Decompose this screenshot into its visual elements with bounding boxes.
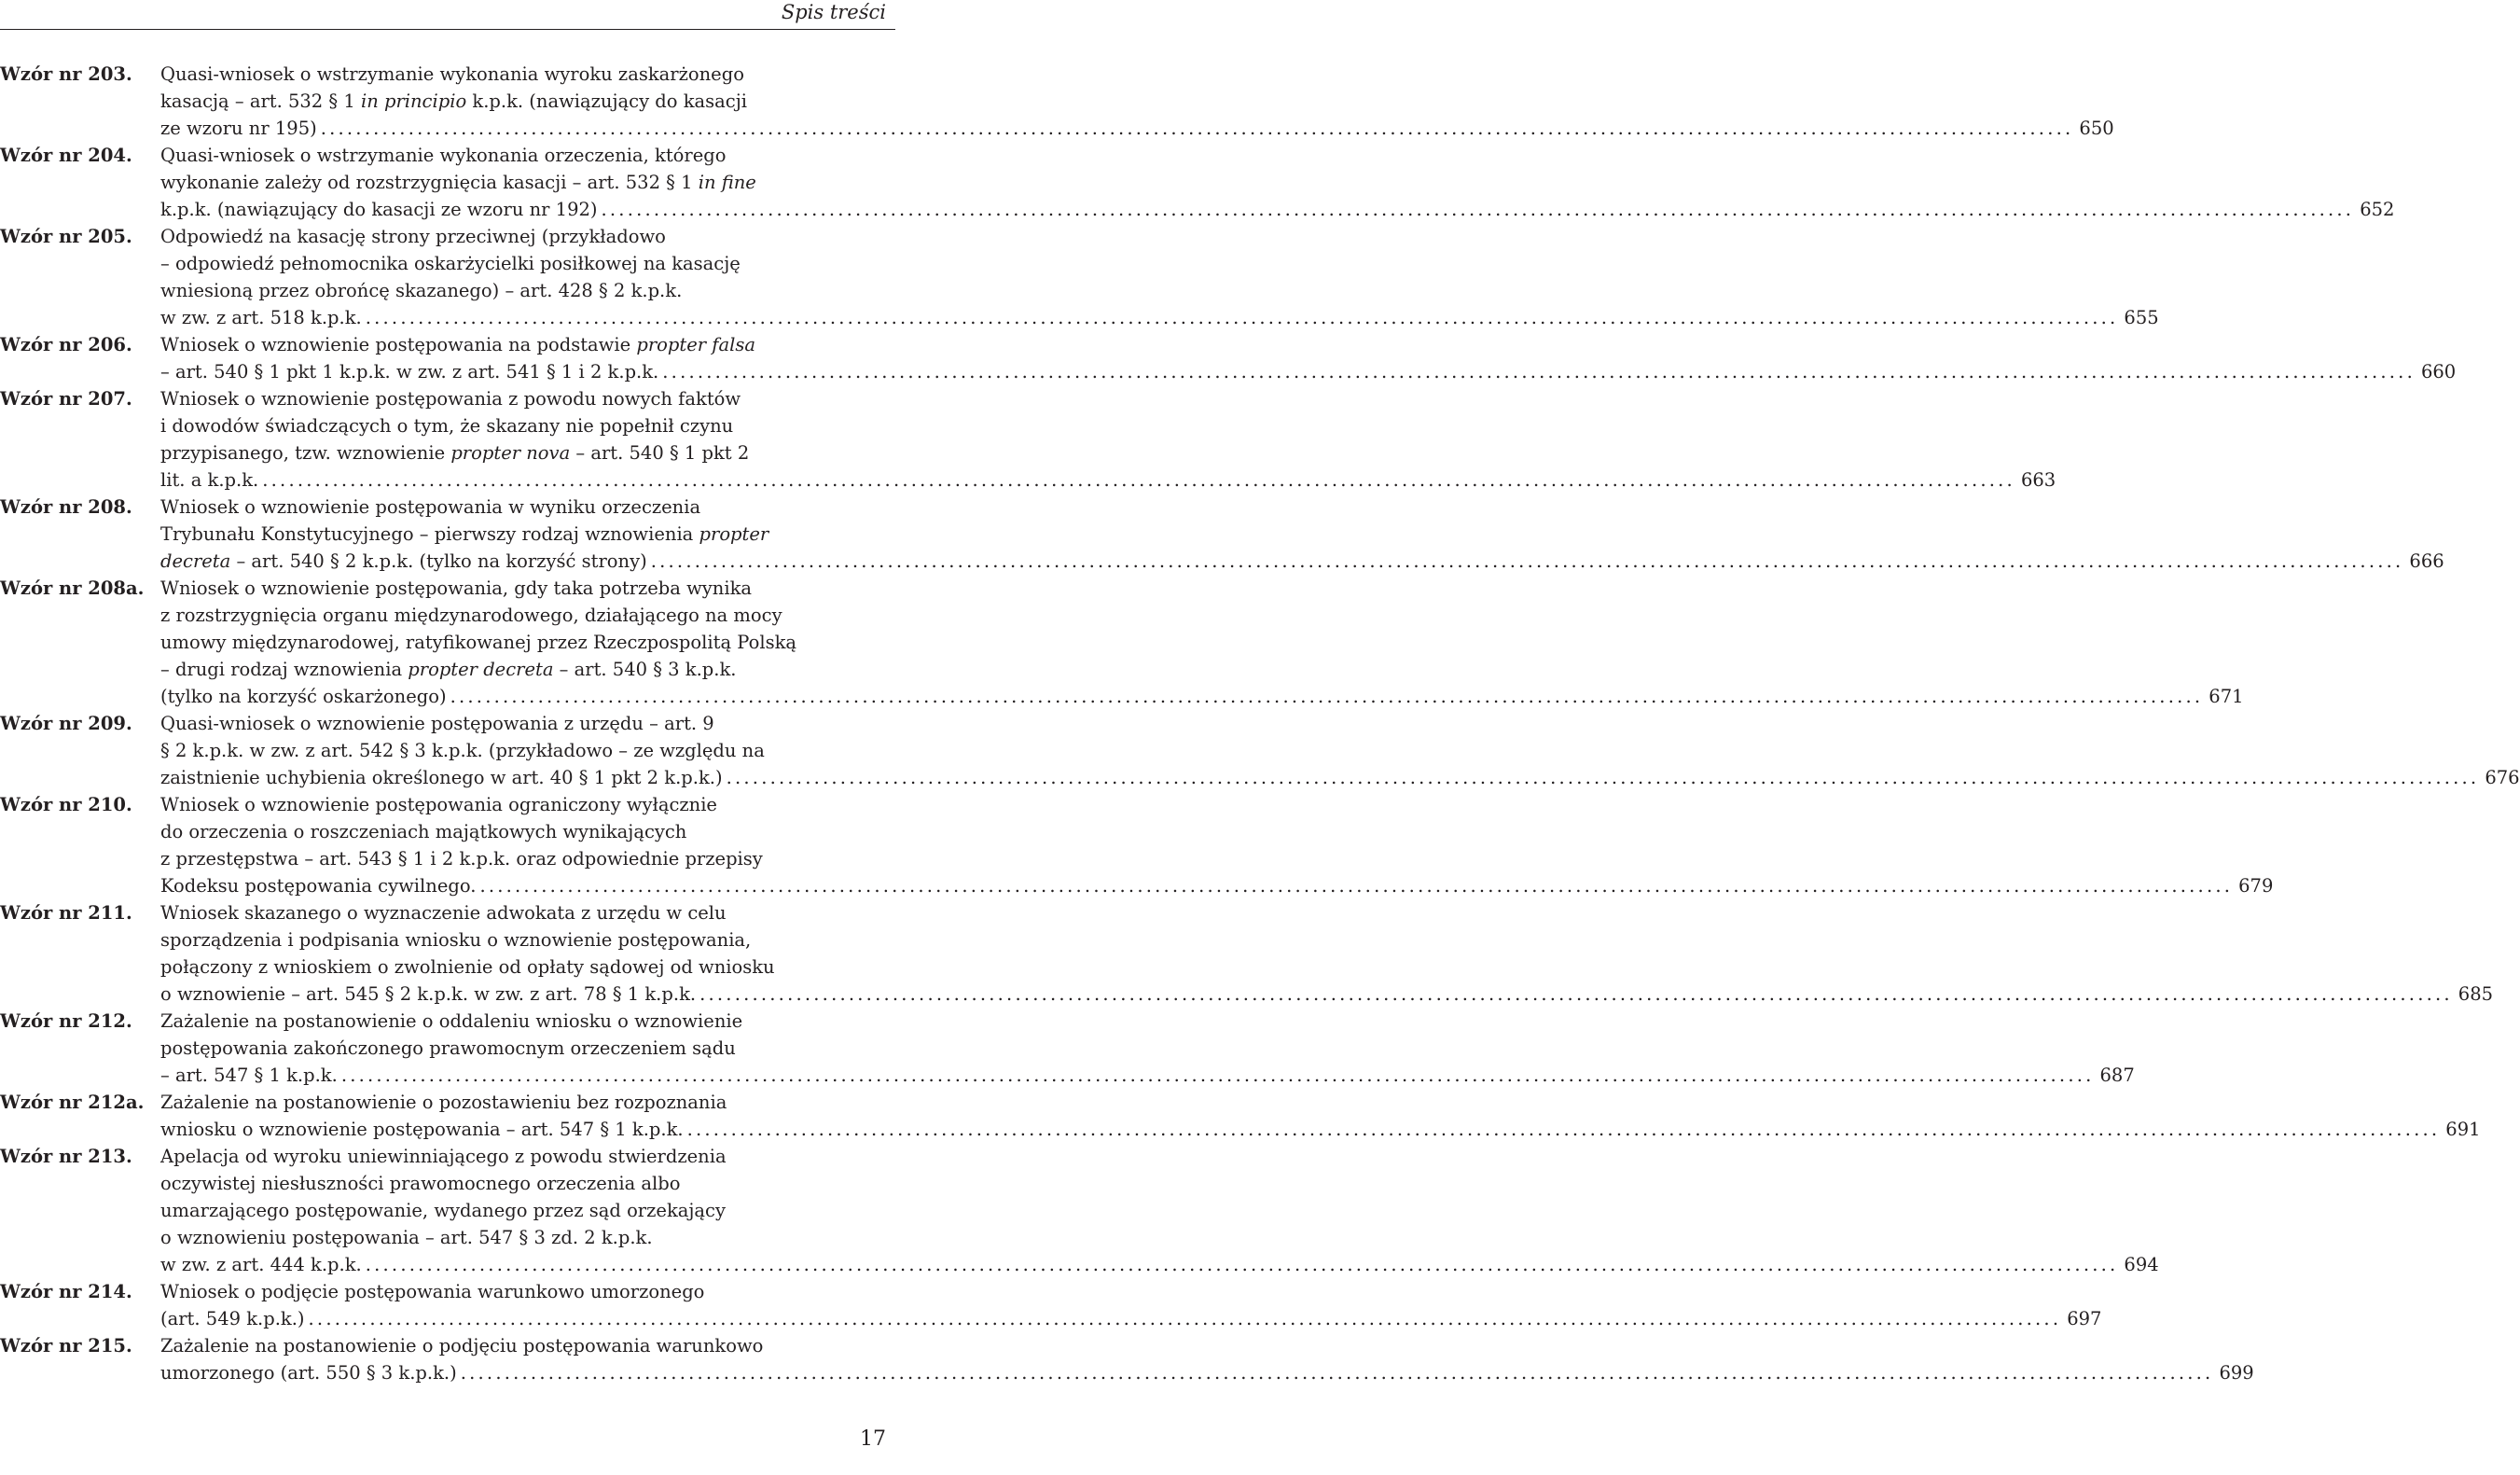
text-segment: wniosku o wznowienie postępowania – art. 547 § 1 k.p.k. <box>160 1119 684 1140</box>
dot-leader: ........................................................................................................................................................................................................ <box>450 686 2204 707</box>
toc-title-line <box>160 1278 895 1305</box>
toc-title-line <box>160 683 2244 710</box>
text-segment: ze wzoru nr 195) <box>160 118 317 139</box>
toc-title-line <box>160 1251 2159 1278</box>
toc-page-number: 676 <box>2485 767 2520 788</box>
toc-title-line <box>160 331 895 358</box>
text-segment: k.p.k. (nawiązujący do kasacji <box>466 90 747 112</box>
toc-entry <box>0 1089 2481 1143</box>
text-segment: Wniosek o podjęcie postępowania warunkowo umorzonego <box>160 1281 705 1302</box>
toc-page-number: 694 <box>2124 1254 2159 1275</box>
toc-page-number: 650 <box>2079 118 2114 139</box>
toc-page-number: 652 <box>2360 199 2395 220</box>
toc-entry-title <box>160 710 2520 791</box>
toc-title-line <box>160 710 895 737</box>
toc-title-text <box>160 845 767 872</box>
toc-title-text <box>160 1062 341 1089</box>
toc-title-text <box>160 656 741 683</box>
dot-leader: ........................................................................................................................................................................................................ <box>662 361 2416 383</box>
toc-title-text <box>160 61 748 88</box>
text-segment: – art. 540 § 1 pkt 2 <box>570 442 750 464</box>
toc-title-text <box>160 385 744 412</box>
toc-entry-label: Wzór nr 211. <box>0 902 132 924</box>
toc-entry-label: Wzór nr 215. <box>0 1335 132 1357</box>
toc-title-line <box>160 196 2395 223</box>
text-segment: połączony z wnioskiem o zwolnienie od opłaty sądowej od wniosku <box>160 956 775 978</box>
toc-title-line <box>160 1224 895 1251</box>
toc-page-number: 666 <box>2409 550 2444 572</box>
toc-title-line <box>160 629 895 656</box>
text-segment: z rozstrzygnięcia organu międzynarodowego, działającego na mocy <box>160 605 782 626</box>
toc-page-number: 655 <box>2124 307 2159 328</box>
text-segment: – art. 540 § 2 k.p.k. (tylko na korzyść strony) <box>230 550 647 572</box>
toc-title-text <box>160 926 755 953</box>
toc-entry <box>0 575 2244 710</box>
toc-title-text <box>160 818 690 845</box>
text-segment: – odpowiedź pełnomocnika oskarżycielki posiłkowej na kasację <box>160 253 741 274</box>
header-rule <box>0 29 895 30</box>
toc-title-line <box>160 521 895 548</box>
toc-title-text <box>160 412 737 439</box>
toc-entry-title <box>160 331 2457 385</box>
toc-entry-label: Wzór nr 213. <box>0 1146 132 1167</box>
toc-title-text <box>160 548 651 575</box>
toc-entry-title <box>160 1143 2159 1278</box>
dot-leader: ........................................................................................................................................................................................................ <box>262 469 2015 491</box>
toc-title-text <box>160 304 366 331</box>
toc-title-line <box>160 1359 2254 1386</box>
toc-entry-label: Wzór nr 204. <box>0 145 132 166</box>
toc-entry-title <box>160 223 2159 331</box>
toc-title-text <box>160 1116 687 1143</box>
toc-title-line <box>160 88 895 115</box>
toc-title-line <box>160 764 2520 791</box>
toc-entry <box>0 142 2395 223</box>
dot-leader: ........................................................................................................................................................................................................ <box>365 1254 2119 1275</box>
toc-title-line <box>160 818 895 845</box>
toc-title-text <box>160 521 772 548</box>
text-segment: Zażalenie na postanowienie o podjęciu postępowania warunkowo <box>160 1335 764 1357</box>
toc-title-line <box>160 575 895 602</box>
toc-title-line <box>160 494 895 521</box>
text-segment: Zażalenie na postanowienie o pozostawieniu bez rozpoznania <box>160 1092 727 1113</box>
toc-entry-title <box>160 1089 2481 1143</box>
text-segment: (art. 549 k.p.k.) <box>160 1308 305 1329</box>
text-segment: lit. a k.p.k. <box>160 469 259 491</box>
dot-leader: ........................................................................................................................................................................................................ <box>686 1119 2441 1140</box>
toc-entry-title <box>160 61 2114 142</box>
toc-entry-label: Wzór nr 205. <box>0 226 132 247</box>
toc-title-line <box>160 223 895 250</box>
toc-title-text <box>160 602 786 629</box>
toc-entry-label: Wzór nr 212a. <box>0 1092 145 1113</box>
toc-title-text <box>160 331 759 358</box>
toc-entry-title <box>160 494 2444 575</box>
toc-title-text <box>160 953 779 981</box>
toc-title-line <box>160 872 2274 899</box>
text-segment: Kodeksu postępowania cywilnego. <box>160 875 477 897</box>
toc-title-text <box>160 494 704 521</box>
text-segment: (tylko na korzyść oskarżonego) <box>160 686 447 707</box>
toc-title-line <box>160 656 895 683</box>
italic-text: propter falsa <box>636 334 755 355</box>
dot-leader: ........................................................................................................................................................................................................ <box>460 1362 2214 1384</box>
toc-title-line <box>160 1197 895 1224</box>
toc-page-number: 697 <box>2067 1308 2102 1329</box>
toc-title-text <box>160 683 450 710</box>
dot-leader: ........................................................................................................................................................................................................ <box>650 550 2404 572</box>
toc-entry-label: Wzór nr 210. <box>0 794 132 815</box>
toc-title-line <box>160 1062 2135 1089</box>
toc-page-number: 687 <box>2099 1065 2135 1086</box>
toc-entry <box>0 1278 2102 1332</box>
toc-entry-label: Wzór nr 212. <box>0 1010 132 1032</box>
toc-title-line <box>160 1170 895 1197</box>
text-segment: postępowania zakończonego prawomocnym orzeczeniem sądu <box>160 1037 736 1059</box>
toc-title-text <box>160 764 727 791</box>
text-segment: Quasi-wniosek o wstrzymanie wykonania wyroku zaskarżonego <box>160 63 744 85</box>
text-segment: przypisanego, tzw. wznowienie <box>160 442 451 464</box>
toc-title-line <box>160 1089 895 1116</box>
toc-title-line <box>160 1143 895 1170</box>
text-segment: – art. 547 § 1 k.p.k. <box>160 1065 338 1086</box>
toc-title-text <box>160 872 479 899</box>
toc-title-line <box>160 250 895 277</box>
text-segment: Wniosek o wznowienie postępowania w wyniku orzeczenia <box>160 496 701 518</box>
toc-entry-label: Wzór nr 209. <box>0 713 132 734</box>
dot-leader: ........................................................................................................................................................................................................ <box>726 767 2480 788</box>
text-segment: do orzeczenia o roszczeniach majątkowych wynikających <box>160 821 687 842</box>
text-segment: Wniosek o wznowienie postępowania, gdy taka potrzeba wynika <box>160 577 753 599</box>
toc-entry-label: Wzór nr 203. <box>0 63 132 85</box>
italic-text: propter decreta <box>408 659 554 680</box>
toc-title-text <box>160 1197 729 1224</box>
toc-page-number: 660 <box>2420 361 2457 383</box>
text-segment: wykonanie zależy od rozstrzygnięcia kasacji – art. 532 § 1 <box>160 172 699 193</box>
toc-title-text <box>160 1008 746 1035</box>
toc-entry <box>0 385 2056 494</box>
text-segment: § 2 k.p.k. w zw. z art. 542 § 3 k.p.k. (przykładowo – ze względu na <box>160 740 765 761</box>
toc-entry <box>0 710 2520 791</box>
toc-title-line <box>160 602 895 629</box>
dot-leader: ........................................................................................................................................................................................................ <box>320 118 2074 139</box>
text-segment: – drugi rodzaj wznowienia <box>160 659 408 680</box>
toc-entry-title <box>160 791 2274 899</box>
dot-leader: ........................................................................................................................................................................................................ <box>601 199 2355 220</box>
text-segment: z przestępstwa – art. 543 § 1 i 2 k.p.k. oraz odpowiednie przepisy <box>160 848 763 870</box>
toc-title-line <box>160 412 895 439</box>
toc-entry-title <box>160 899 2494 1008</box>
toc-entry <box>0 331 2457 385</box>
italic-text: decreta <box>160 550 231 572</box>
toc-entry <box>0 494 2444 575</box>
toc-title-text <box>160 1305 309 1332</box>
text-segment: o wznowieniu postępowania – art. 547 § 3 zd. 2 k.p.k. <box>160 1227 653 1248</box>
text-segment: Quasi-wniosek o wznowienie postępowania z urzędu – art. 9 <box>160 713 714 734</box>
toc-title-text <box>160 791 721 818</box>
toc-entry <box>0 61 2114 142</box>
text-segment: w zw. z art. 444 k.p.k. <box>160 1254 362 1275</box>
toc-title-line <box>160 61 895 88</box>
toc-title-line <box>160 1332 895 1359</box>
toc-title-line <box>160 1035 895 1062</box>
toc-title-line <box>160 1305 2102 1332</box>
toc-title-text <box>160 899 730 926</box>
toc-title-text <box>160 223 670 250</box>
toc-page-number: 663 <box>2020 469 2056 491</box>
text-segment: sporządzenia i podpisania wniosku o wznowienie postępowania, <box>160 929 752 951</box>
toc-title-line <box>160 142 895 169</box>
toc-entry <box>0 791 2274 899</box>
toc-title-text <box>160 1170 685 1197</box>
toc-entry-title <box>160 1008 2135 1089</box>
toc-title-text <box>160 629 800 656</box>
toc-entry-label: Wzór nr 208. <box>0 496 132 518</box>
text-segment: Trybunału Konstytucyjnego – pierwszy rodzaj wznowienia <box>160 523 699 545</box>
text-segment: oczywistej niesłuszności prawomocnego orzeczenia albo <box>160 1173 681 1194</box>
toc-title-text <box>160 1224 657 1251</box>
page-number: 17 <box>860 1427 886 1451</box>
toc-title-line <box>160 953 895 981</box>
toc-title-text <box>160 1089 730 1116</box>
dot-leader: ........................................................................................................................................................................................................ <box>365 307 2119 328</box>
toc-title-line <box>160 926 895 953</box>
toc-entry-title <box>160 1278 2102 1332</box>
toc-title-line <box>160 845 895 872</box>
toc-title-text <box>160 466 262 494</box>
toc-entry <box>0 1008 2135 1089</box>
toc-entry-title <box>160 385 2056 494</box>
italic-text: in fine <box>698 172 756 193</box>
dot-leader: ........................................................................................................................................................................................................ <box>479 875 2234 897</box>
toc-title-line <box>160 899 895 926</box>
toc-entry-title <box>160 575 2244 710</box>
toc-title-line <box>160 358 2457 385</box>
toc-entry <box>0 1143 2159 1278</box>
toc-title-line <box>160 1116 2481 1143</box>
text-segment: umorzonego (art. 550 § 3 k.p.k.) <box>160 1362 457 1384</box>
text-segment: Wniosek skazanego o wyznaczenie adwokata z urzędu w celu <box>160 902 727 924</box>
toc-page-number: 679 <box>2238 875 2274 897</box>
dot-leader: ........................................................................................................................................................................................................ <box>340 1065 2095 1086</box>
toc-title-text <box>160 1359 461 1386</box>
text-segment: i dowodów świadczących o tym, że skazany nie popełnił czynu <box>160 415 734 437</box>
toc-page-number: 691 <box>2445 1119 2481 1140</box>
toc-title-line <box>160 385 895 412</box>
toc-page-number: 685 <box>2458 983 2494 1005</box>
text-segment: k.p.k. (nawiązujący do kasacji ze wzoru nr 192) <box>160 199 598 220</box>
toc-title-text <box>160 1332 767 1359</box>
toc-entry <box>0 1332 2254 1386</box>
italic-text: propter nova <box>450 442 571 464</box>
toc-title-text <box>160 439 753 466</box>
toc-entry-title <box>160 142 2395 223</box>
toc-title-text <box>160 710 718 737</box>
italic-text: propter <box>699 523 769 545</box>
toc-title-line <box>160 981 2494 1008</box>
toc-title-text <box>160 575 755 602</box>
toc-title-line <box>160 737 895 764</box>
text-segment: o wznowienie – art. 545 § 2 k.p.k. w zw. z art. 78 § 1 k.p.k. <box>160 983 697 1005</box>
toc-title-text <box>160 358 662 385</box>
text-segment: Wniosek o wznowienie postępowania ograniczony wyłącznie <box>160 794 717 815</box>
toc-title-text <box>160 169 760 196</box>
toc-title-text <box>160 1278 708 1305</box>
toc-title-line <box>160 548 2444 575</box>
toc-title-text <box>160 277 685 304</box>
text-segment: Zażalenie na postanowienie o oddaleniu wniosku o wznowienie <box>160 1010 743 1032</box>
text-segment: zaistnienie uchybienia określonego w art. 40 § 1 pkt 2 k.p.k.) <box>160 767 723 788</box>
text-segment: Wniosek o wznowienie postępowania z powodu nowych faktów <box>160 388 741 410</box>
toc-title-line <box>160 169 895 196</box>
toc-title-text <box>160 142 730 169</box>
text-segment: w zw. z art. 518 k.p.k. <box>160 307 362 328</box>
toc-title-line <box>160 277 895 304</box>
running-head: Spis treści <box>781 1 886 23</box>
text-segment: Wniosek o wznowienie postępowania na podstawie <box>160 334 637 355</box>
toc-entry-title <box>160 1332 2254 1386</box>
text-segment: wniesioną przez obrońcę skazanego) – art. 428 § 2 k.p.k. <box>160 280 683 301</box>
toc-title-line <box>160 304 2159 331</box>
text-segment: – art. 540 § 1 pkt 1 k.p.k. w zw. z art. 541 § 1 i 2 k.p.k. <box>160 361 659 383</box>
text-segment: kasacją – art. 532 § 1 <box>160 90 361 112</box>
toc-title-text <box>160 88 751 115</box>
toc-page-number: 699 <box>2219 1362 2254 1384</box>
toc-title-text <box>160 250 744 277</box>
text-segment: Odpowiedź na kasację strony przeciwnej (przykładowo <box>160 226 666 247</box>
toc-entry <box>0 223 2159 331</box>
text-segment: Quasi-wniosek o wstrzymanie wykonania orzeczenia, którego <box>160 145 727 166</box>
text-segment: Apelacja od wyroku uniewinniającego z powodu stwierdzenia <box>160 1146 727 1167</box>
toc-title-text <box>160 981 699 1008</box>
dot-leader: ........................................................................................................................................................................................................ <box>699 983 2453 1005</box>
toc-page-number: 671 <box>2208 686 2244 707</box>
toc-entry-label: Wzór nr 206. <box>0 334 132 355</box>
text-segment: umowy międzynarodowej, ratyfikowanej przez Rzeczpospolitą Polską <box>160 632 797 653</box>
italic-text: in principio <box>360 90 467 112</box>
toc-title-line <box>160 115 2114 142</box>
toc-title-line <box>160 791 895 818</box>
table-of-contents <box>0 61 2520 1386</box>
toc-title-text <box>160 737 768 764</box>
toc-title-text <box>160 1143 730 1170</box>
text-segment: umarzającego postępowanie, wydanego przez sąd orzekający <box>160 1200 726 1221</box>
text-segment: – art. 540 § 3 k.p.k. <box>553 659 737 680</box>
toc-title-line <box>160 1008 895 1035</box>
dot-leader: ........................................................................................................................................................................................................ <box>308 1308 2062 1329</box>
toc-title-line <box>160 466 2056 494</box>
toc-title-text <box>160 1251 366 1278</box>
toc-entry-label: Wzór nr 207. <box>0 388 132 410</box>
toc-title-text <box>160 1035 740 1062</box>
toc-title-text <box>160 115 321 142</box>
toc-title-line <box>160 439 895 466</box>
toc-entry <box>0 899 2494 1008</box>
toc-entry-label: Wzór nr 208a. <box>0 577 145 599</box>
toc-entry-label: Wzór nr 214. <box>0 1281 132 1302</box>
toc-title-text <box>160 196 602 223</box>
